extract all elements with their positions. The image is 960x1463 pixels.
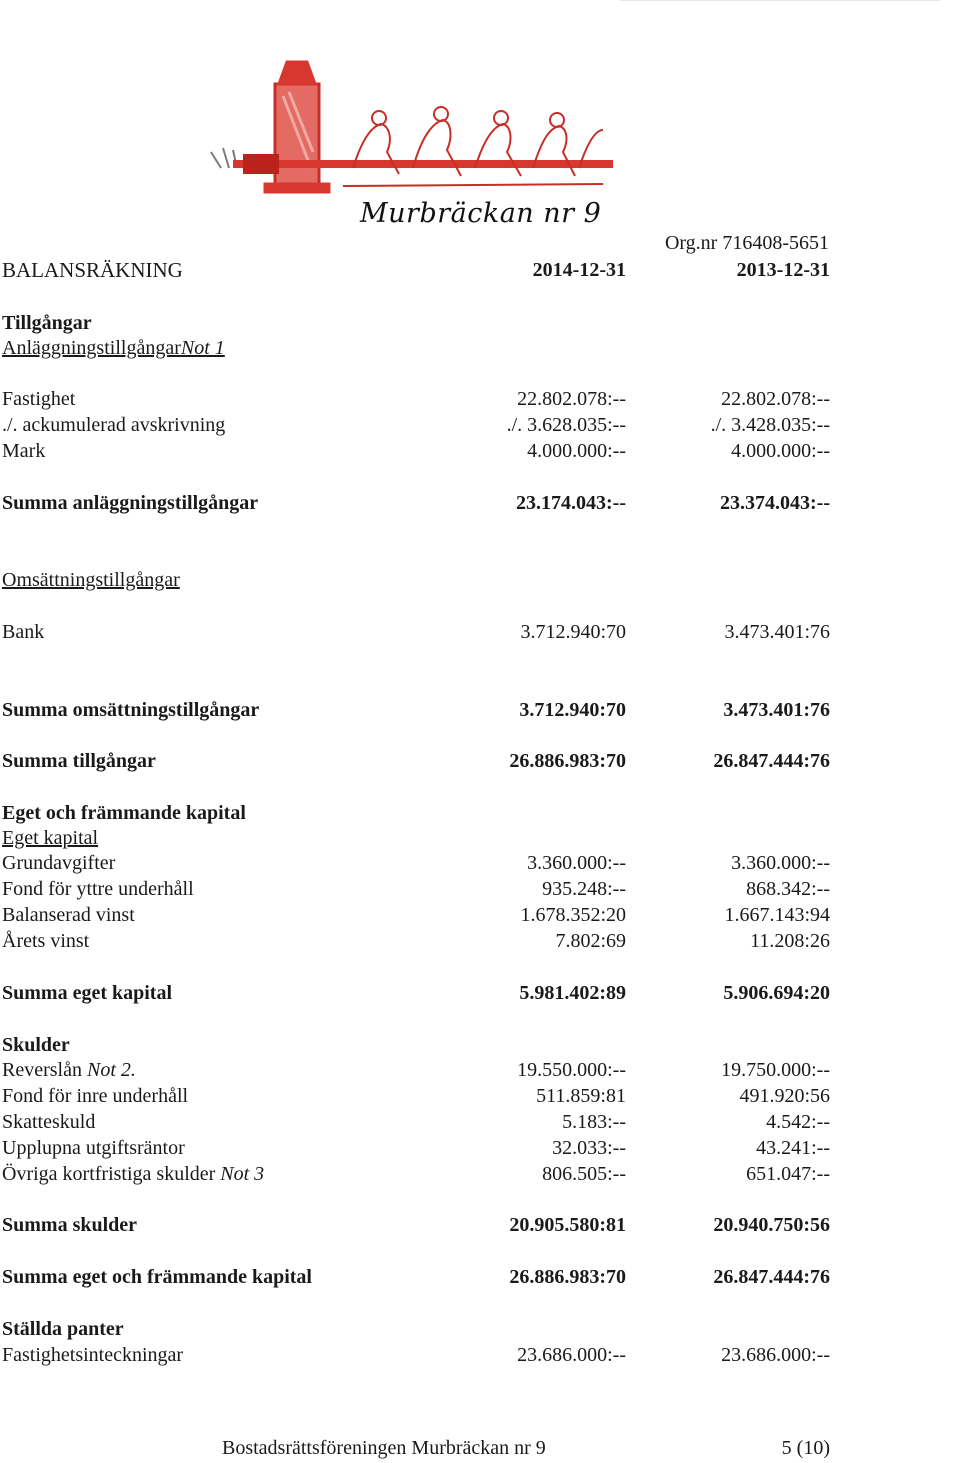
murbrackan-logo <box>203 56 623 198</box>
row-label: Årets vinst <box>2 930 90 952</box>
sum-value-2013: 3.473.401:76 <box>723 699 830 721</box>
row-value-2013: 868.342:-- <box>746 878 830 900</box>
row-label: Balanserad vinst <box>2 904 135 926</box>
sum-value-2014: 3.712.940:70 <box>519 699 626 721</box>
row-value-2013: ./. 3.428.035:-- <box>710 414 830 436</box>
row-label: Upplupna utgiftsräntor <box>2 1137 185 1159</box>
row-value-2013: 43.241:-- <box>756 1137 830 1159</box>
current-assets-heading: Omsättningstillgångar <box>2 569 180 591</box>
assets-heading: Tillgångar <box>2 312 92 334</box>
row-value-2014: 32.033:-- <box>552 1137 626 1159</box>
scan-edge-line <box>620 0 940 1</box>
footer-organization: Bostadsrättsföreningen Murbräckan nr 9 <box>222 1437 546 1459</box>
row-value-2013: 22.802.078:-- <box>721 388 830 410</box>
sum-value-2013: 20.940.750:56 <box>713 1214 830 1236</box>
row-value-2013: 3.473.401:76 <box>724 621 830 643</box>
row-label <box>2 1162 264 1186</box>
row-label-text: Reverslån <box>2 1059 82 1081</box>
row-value-2014: 19.550.000:-- <box>517 1059 626 1081</box>
row-label: ./. ackumulerad avskrivning <box>2 414 226 436</box>
fixed-assets-label: Anläggningstillgångar <box>2 337 181 359</box>
note-2: Not 2. <box>86 1059 136 1081</box>
row-value-2014: 5.183:-- <box>562 1111 626 1133</box>
col-header-2014: 2014-12-31 <box>532 259 626 281</box>
sum-value-2014: 20.905.580:81 <box>509 1214 626 1236</box>
equity-liabilities-heading: Eget och främmande kapital <box>2 802 246 824</box>
row-value-2013: 11.208:26 <box>750 930 830 952</box>
fixed-assets-heading <box>2 336 225 360</box>
row-value-2013: 651.047:-- <box>746 1163 830 1185</box>
row-label: Skatteskuld <box>2 1111 96 1133</box>
row-label: Bank <box>2 621 45 643</box>
row-value-2014: 22.802.078:-- <box>517 388 626 410</box>
row-label: Fastighet <box>2 388 76 410</box>
sum-value-2013: 23.374.043:-- <box>720 492 830 514</box>
row-value-2014: 511.859:81 <box>536 1085 626 1107</box>
row-value-2014: 3.360.000:-- <box>527 852 626 874</box>
row-value-2013: 19.750.000:-- <box>721 1059 830 1081</box>
row-value-2013: 4.000.000:-- <box>731 440 830 462</box>
sum-value-2013: 26.847.444:76 <box>713 750 830 772</box>
row-label: Grundavgifter <box>2 852 116 874</box>
row-value-2014: 1.678.352:20 <box>520 904 626 926</box>
col-header-2013: 2013-12-31 <box>736 259 830 281</box>
pledges-heading: Ställda panter <box>2 1318 124 1340</box>
sum-value-2013: 26.847.444:76 <box>713 1266 830 1288</box>
org-number: Org.nr 716408-5651 <box>664 232 829 254</box>
row-value-2013: 23.686.000:-- <box>721 1344 830 1366</box>
sum-label: Summa eget och främmande kapital <box>2 1266 312 1288</box>
sum-label: Summa anläggningstillgångar <box>2 492 259 514</box>
row-value-2013: 4.542:-- <box>766 1111 830 1133</box>
debts-heading: Skulder <box>2 1034 70 1056</box>
page-number: 5 (10) <box>781 1437 830 1459</box>
row-value-2014: 23.686.000:-- <box>517 1344 626 1366</box>
sum-label: Summa skulder <box>2 1214 138 1236</box>
row-label: Mark <box>2 440 46 462</box>
row-value-2014: 7.802:69 <box>555 930 626 952</box>
row-value-2014: 3.712.940:70 <box>520 621 626 643</box>
row-value-2014: ./. 3.628.035:-- <box>506 414 626 436</box>
sum-value-2014: 26.886.983:70 <box>509 750 626 772</box>
sum-label: Summa omsättningstillgångar <box>2 699 260 721</box>
row-label: Fastighetsinteckningar <box>2 1344 184 1366</box>
sum-value-2014: 26.886.983:70 <box>509 1266 626 1288</box>
row-label: Fond för inre underhåll <box>2 1085 189 1107</box>
equity-subheading: Eget kapital <box>2 827 99 849</box>
brand-name: Murbräckan nr 9 <box>360 198 602 229</box>
row-label-text: Övriga kortfristiga skulder <box>2 1163 216 1185</box>
sum-label: Summa eget kapital <box>2 982 172 1004</box>
sum-label: Summa tillgångar <box>2 750 156 772</box>
row-label <box>2 1058 136 1082</box>
row-value-2013: 1.667.143:94 <box>724 904 830 926</box>
row-value-2014: 935.248:-- <box>542 878 626 900</box>
sum-value-2014: 23.174.043:-- <box>516 492 626 514</box>
row-label: Fond för yttre underhåll <box>2 878 194 900</box>
row-value-2014: 4.000.000:-- <box>527 440 626 462</box>
note-3: Not 3 <box>220 1163 265 1185</box>
note-1: Not 1 <box>180 337 225 359</box>
row-value-2013: 3.360.000:-- <box>731 852 830 874</box>
row-value-2013: 491.920:56 <box>739 1085 830 1107</box>
sum-value-2013: 5.906.694:20 <box>723 982 830 1004</box>
sum-value-2014: 5.981.402:89 <box>519 982 626 1004</box>
document-title: BALANSRÄKNING <box>2 258 183 282</box>
row-value-2014: 806.505:-- <box>542 1163 626 1185</box>
